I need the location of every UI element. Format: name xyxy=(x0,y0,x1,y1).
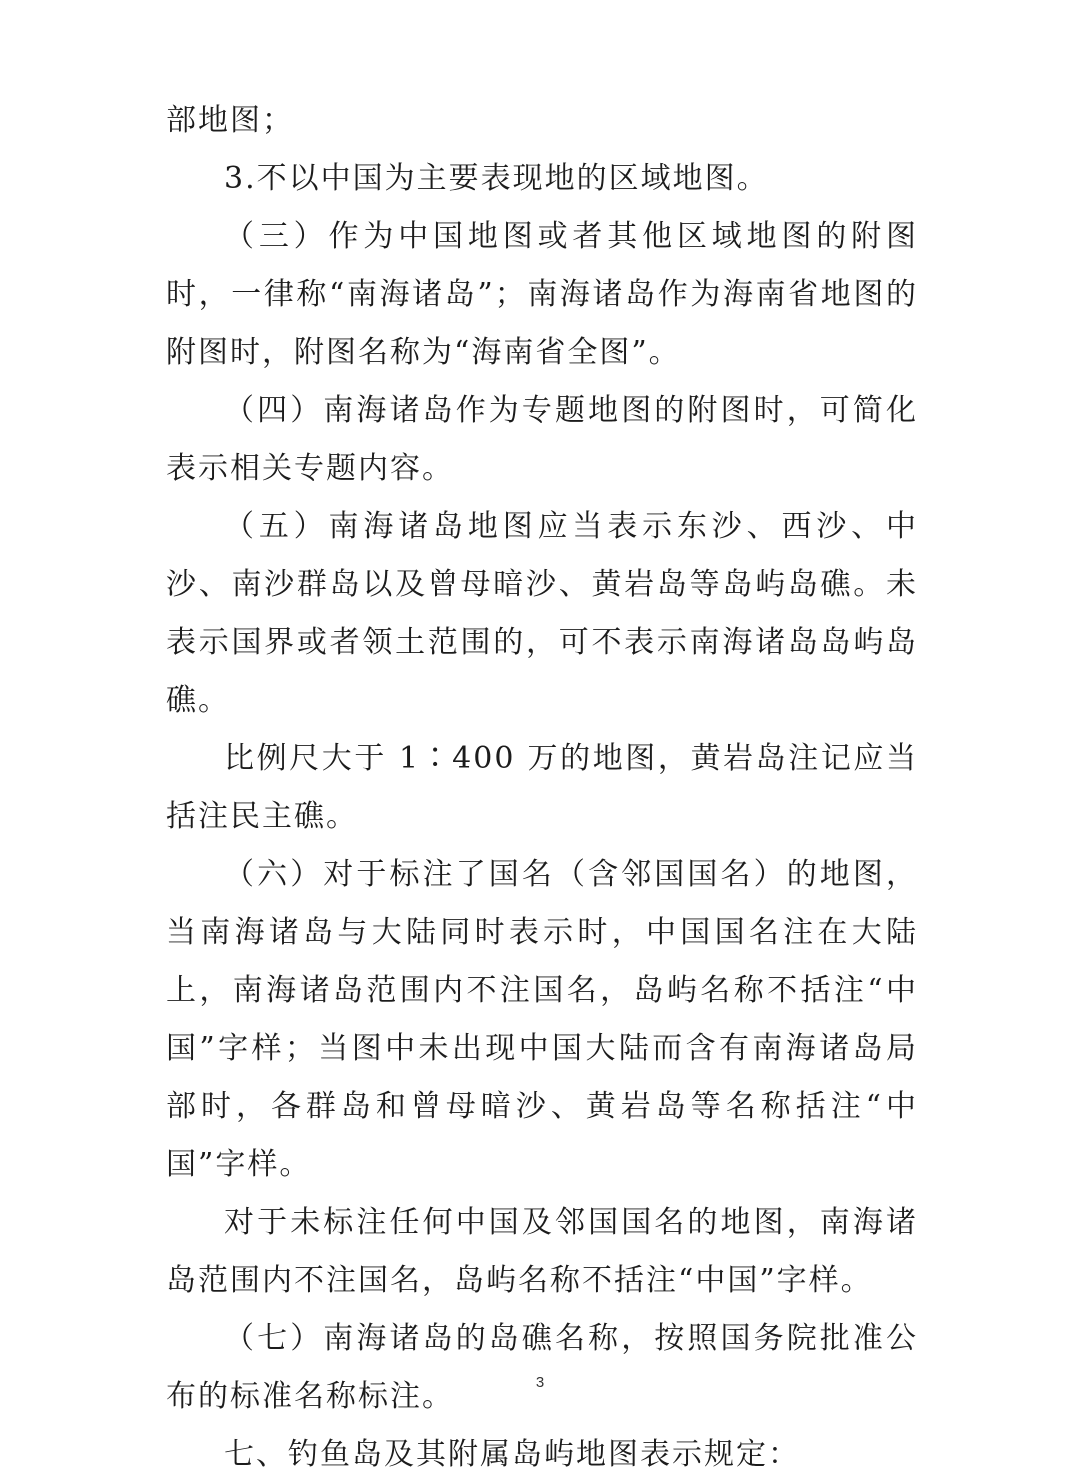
paragraph-scale-note: 比例尺大于 1∶400 万的地图，黄岩岛注记应当括注民主礁。 xyxy=(166,741,918,834)
heading-section-seven: 七、钓鱼岛及其附属岛屿地图表示规定： xyxy=(224,1437,800,1472)
paragraph-item-3: 3.不以中国为主要表现地的区域地图。 xyxy=(224,161,769,196)
paragraph-section-3: （三）作为中国地图或者其他区域地图的附图时，一律称“南海诸岛”；南海诸岛作为海南省地图的附图时，附图名称为“海南省全图”。 xyxy=(166,219,918,370)
document-body xyxy=(166,92,918,1484)
paragraph-section-7: （七）南海诸岛的岛礁名称，按照国务院批准公布的标准名称标注。 xyxy=(166,1321,918,1414)
page-number: 3 xyxy=(535,1374,545,1391)
paragraph-section-5: （五）南海诸岛地图应当表示东沙、西沙、中沙、南沙群岛以及曾母暗沙、黄岩岛等岛屿岛礁。未表示国界或者领土范围的，可不表示南海诸岛岛屿岛礁。 xyxy=(166,509,918,718)
paragraph-no-country-names: 对于未标注任何中国及邻国国名的地图，南海诸岛范围内不注国名，岛屿名称不括注“中国”字样。 xyxy=(166,1205,918,1298)
paragraph-section-4: （四）南海诸岛作为专题地图的附图时，可简化表示相关专题内容。 xyxy=(166,393,918,486)
paragraph-continuation: 部地图； xyxy=(166,103,294,138)
paragraph-section-6: （六）对于标注了国名（含邻国国名）的地图，当南海诸岛与大陆同时表示时，中国国名注在大陆上，南海诸岛范围内不注国名，岛屿名称不括注“中国”字样；当图中未出现中国大陆而含有南海诸岛局部时，各群岛和曾母暗沙、黄岩岛等名称括注“中国”字样。 xyxy=(166,857,918,1182)
